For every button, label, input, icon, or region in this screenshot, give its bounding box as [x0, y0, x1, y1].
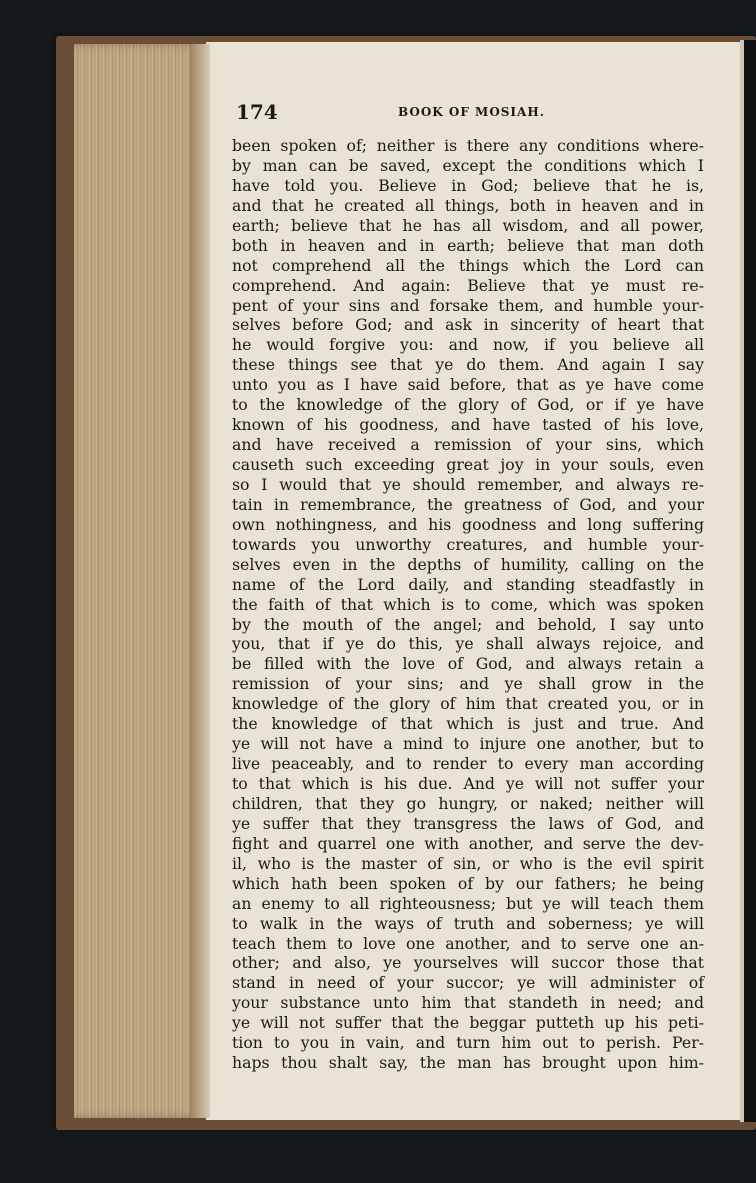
text-line: other; and also, ye yourselves will succor those that — [232, 953, 704, 973]
text-line: selves even in the depths of humility, calling on the — [232, 554, 704, 574]
text-line: to that which is his due. And ye will not suffer your — [232, 774, 704, 793]
page-header — [236, 100, 706, 126]
text-line: your substance unto him that standeth in need; and — [232, 993, 704, 1013]
page-edges — [74, 44, 202, 1118]
text-line: earth; believe that he has all wisdom, and all power, — [232, 215, 704, 235]
text-line: live peaceably, and to render to every man according — [232, 754, 704, 774]
text-line: ye suffer that they transgress the laws of God, and — [232, 813, 704, 833]
text-line: haps thou shalt say, the man has brought upon him- — [232, 1053, 704, 1073]
text-line: ye will not have a mind to injure one another, but to — [232, 734, 704, 754]
text-line: not comprehend all the things which the Lord can — [232, 255, 704, 275]
text-line: comprehend. And again: Believe that ye must re- — [232, 275, 704, 295]
text-line: known of his goodness, and have tasted of his love, — [232, 415, 704, 435]
text-line: these things see that ye do them. And again I say — [232, 355, 704, 375]
text-line: you, that if ye do this, ye shall always rejoice, and — [232, 634, 704, 654]
text-line: il, who is the master of sin, or who is the evil spirit — [232, 853, 704, 873]
text-line: both in heaven and in earth; believe that man doth — [232, 235, 704, 255]
text-line: by the mouth of the angel; and behold, I say unto — [232, 614, 704, 634]
running-head: BOOK OF MOSIAH. — [398, 105, 545, 119]
text-line: tain in remembrance, the greatness of God, and your — [232, 494, 704, 514]
text-line: an enemy to all righteousness; but ye will teach them — [232, 893, 704, 913]
text-line: been spoken of; neither is there any conditions where- — [232, 136, 704, 155]
page-gutter — [190, 44, 210, 1118]
text-line: fight and quarrel one with another, and serve the dev- — [232, 833, 704, 853]
text-line: towards you unworthy creatures, and humble your- — [232, 534, 704, 554]
text-line: teach them to love one another, and to serve one an- — [232, 933, 704, 953]
text-line: ye will not suffer that the beggar putteth up his peti- — [232, 1013, 704, 1033]
text-line: which hath been spoken of by our fathers; he being — [232, 873, 704, 893]
facing-page-edge — [740, 40, 744, 1122]
text-line: unto you as I have said before, that as ye have come — [232, 375, 704, 395]
text-line: and that he created all things, both in heaven and in — [232, 195, 704, 215]
text-line: by man can be saved, except the conditions which I — [232, 155, 704, 175]
text-line: pent of your sins and forsake them, and humble your- — [232, 295, 704, 315]
text-line: selves before God; and ask in sincerity of heart that — [232, 315, 704, 335]
text-line: the faith of that which is to come, which was spoken — [232, 594, 704, 614]
text-line: children, that they go hungry, or naked; neither will — [232, 793, 704, 813]
text-line: remission of your sins; and ye shall grow in the — [232, 674, 704, 694]
text-line: name of the Lord daily, and standing steadfastly in — [232, 574, 704, 594]
body-text — [232, 136, 704, 1073]
text-line: knowledge of the glory of him that created you, or in — [232, 694, 704, 714]
text-line: to the knowledge of the glory of God, or if ye have — [232, 395, 704, 415]
text-line: own nothingness, and his goodness and long suffering — [232, 514, 704, 534]
page-number: 174 — [236, 100, 278, 124]
text-line: causeth such exceeding great joy in your souls, even — [232, 455, 704, 474]
text-line: be filled with the love of God, and always retain a — [232, 654, 704, 674]
text-line: and have received a remission of your sins, which — [232, 435, 704, 455]
text-line: tion to you in vain, and turn him out to perish. Per- — [232, 1033, 704, 1053]
text-line: he would forgive you: and now, if you believe all — [232, 335, 704, 355]
text-line: to walk in the ways of truth and soberness; ye will — [232, 913, 704, 933]
text-line: stand in need of your succor; ye will administer of — [232, 973, 704, 993]
text-line: so I would that ye should remember, and always re- — [232, 474, 704, 494]
text-line: the knowledge of that which is just and true. And — [232, 714, 704, 734]
text-line: have told you. Believe in God; believe that he is, — [232, 175, 704, 195]
